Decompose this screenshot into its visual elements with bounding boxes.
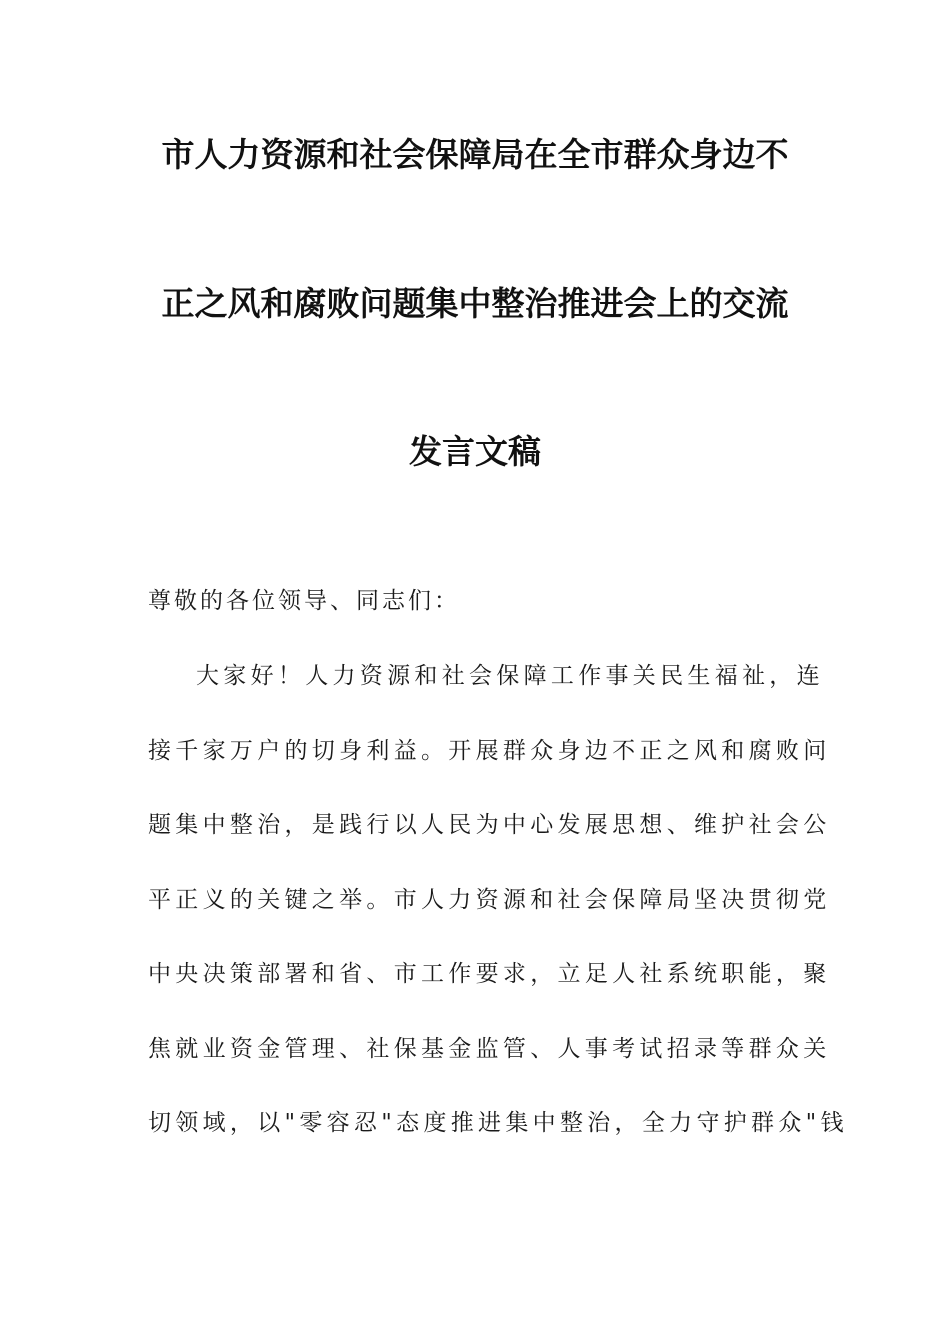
paragraph-line: 接千家万户的切身利益。开展群众身边不正之风和腐败问 [148,738,831,764]
document-title-line-2: 正之风和腐败问题集中整治推进会上的交流 [161,284,789,323]
salutation: 尊敬的各位领导、同志们： [148,588,460,614]
paragraph-line: 平正义的关键之举。市人力资源和社会保障局坚决贯彻党 [148,887,831,913]
document-title-line-3: 发言文稿 [409,432,541,471]
paragraph-line: 切领域，以"零容忍"态度推进集中整治，全力守护群众"钱 [148,1110,848,1136]
paragraph-line: 焦就业资金管理、社保基金监管、人事考试招录等群众关 [148,1036,831,1062]
paragraph-line: 中央决策部署和省、市工作要求，立足人社系统职能，聚 [148,961,831,987]
paragraph-line: 题集中整治，是践行以人民为中心发展思想、维护社会公 [148,812,831,838]
document-title-line-1: 市人力资源和社会保障局在全市群众身边不 [161,135,789,174]
paragraph-line: 大家好！人力资源和社会保障工作事关民生福祉，连 [196,663,824,689]
